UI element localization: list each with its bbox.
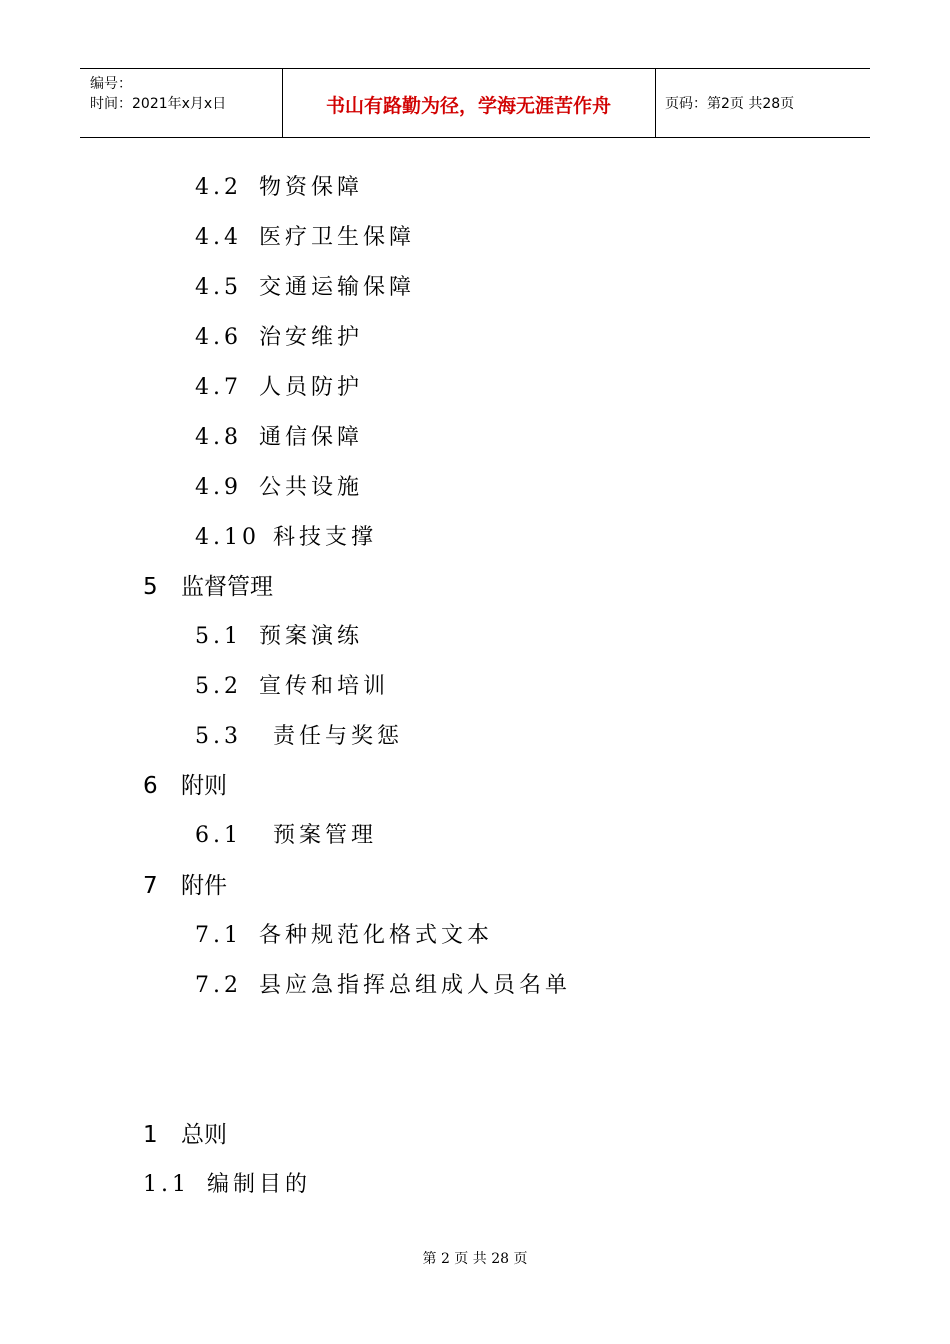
toc-item bbox=[195, 918, 493, 949]
toc-item bbox=[195, 818, 377, 849]
toc-item bbox=[195, 470, 363, 501]
header-motto: 书山有路勤为径，学海无涯苦作舟 bbox=[325, 95, 611, 117]
toc-item-label: 公共设施 bbox=[259, 475, 364, 500]
toc-item-label: 医疗卫生保障 bbox=[259, 225, 416, 250]
toc-item-label: 治安维护 bbox=[259, 325, 364, 350]
toc-item-label: 责任与奖惩 bbox=[273, 724, 404, 749]
toc-item bbox=[195, 420, 363, 451]
toc-item bbox=[195, 220, 415, 251]
subsection-title: 编制目的 bbox=[207, 1172, 312, 1197]
toc-section bbox=[143, 767, 227, 800]
toc-item bbox=[195, 170, 363, 201]
toc-item-label: 物资保障 bbox=[259, 175, 364, 200]
toc-item-label: 预案管理 bbox=[273, 823, 378, 848]
section-number: 1 bbox=[143, 1122, 158, 1148]
toc-item-label: 人员防护 bbox=[259, 375, 364, 400]
document-time-label: 时间：2021年x月x日 bbox=[90, 96, 227, 112]
toc-item-number: 4.10 bbox=[195, 525, 260, 550]
subsection-heading bbox=[143, 1167, 311, 1198]
toc-section-label: 附件 bbox=[181, 873, 227, 899]
toc-item-number: 5.3 bbox=[195, 724, 242, 749]
toc-item-number: 5.2 bbox=[195, 674, 242, 699]
toc-item-label: 各种规范化格式文本 bbox=[259, 923, 494, 948]
toc-item-number: 4.2 bbox=[195, 175, 242, 200]
toc-section-number: 7 bbox=[143, 873, 158, 899]
toc-section bbox=[143, 867, 227, 900]
header-page-info: 页码：第2页 共28页 bbox=[665, 96, 795, 112]
toc-item-label: 预案演练 bbox=[259, 624, 364, 649]
toc-item-label: 宣传和培训 bbox=[259, 674, 390, 699]
toc-section-label: 监督管理 bbox=[181, 574, 273, 600]
toc-item-number: 4.6 bbox=[195, 325, 242, 350]
toc-item-number: 4.9 bbox=[195, 475, 242, 500]
toc-item bbox=[195, 320, 363, 351]
toc-item-number: 6.1 bbox=[195, 823, 242, 848]
section-heading bbox=[143, 1116, 227, 1149]
toc-item bbox=[195, 520, 377, 551]
header-left-cell bbox=[80, 69, 283, 137]
toc-item bbox=[195, 270, 415, 301]
toc-item bbox=[195, 669, 389, 700]
toc-item-label: 科技支撑 bbox=[273, 525, 378, 550]
toc-item bbox=[195, 719, 403, 750]
toc-item-label: 县应急指挥总组成人员名单 bbox=[259, 973, 572, 998]
toc-section-number: 5 bbox=[143, 574, 158, 600]
toc-item-label: 交通运输保障 bbox=[259, 275, 416, 300]
toc-item-number: 4.5 bbox=[195, 275, 242, 300]
toc-item bbox=[195, 370, 363, 401]
toc-section-number: 6 bbox=[143, 773, 158, 799]
toc-item-number: 4.8 bbox=[195, 425, 242, 450]
page-header bbox=[80, 68, 870, 138]
toc-item-number: 5.1 bbox=[195, 624, 242, 649]
section-title: 总则 bbox=[181, 1122, 227, 1148]
subsection-number: 1.1 bbox=[143, 1172, 190, 1197]
header-middle-cell bbox=[282, 69, 656, 137]
toc-section bbox=[143, 568, 273, 601]
page-footer: 第 2 页 共 28 页 bbox=[422, 1251, 528, 1267]
toc-item-number: 7.2 bbox=[195, 973, 242, 998]
toc-item bbox=[195, 619, 363, 650]
toc-item bbox=[195, 968, 571, 999]
toc-item-number: 4.4 bbox=[195, 225, 242, 250]
toc-item-number: 7.1 bbox=[195, 923, 242, 948]
document-number-label: 编号： bbox=[90, 76, 132, 92]
toc-section-label: 附则 bbox=[181, 773, 227, 799]
header-right-cell bbox=[655, 69, 870, 137]
toc-item-number: 4.7 bbox=[195, 375, 242, 400]
toc-item-label: 通信保障 bbox=[259, 425, 364, 450]
